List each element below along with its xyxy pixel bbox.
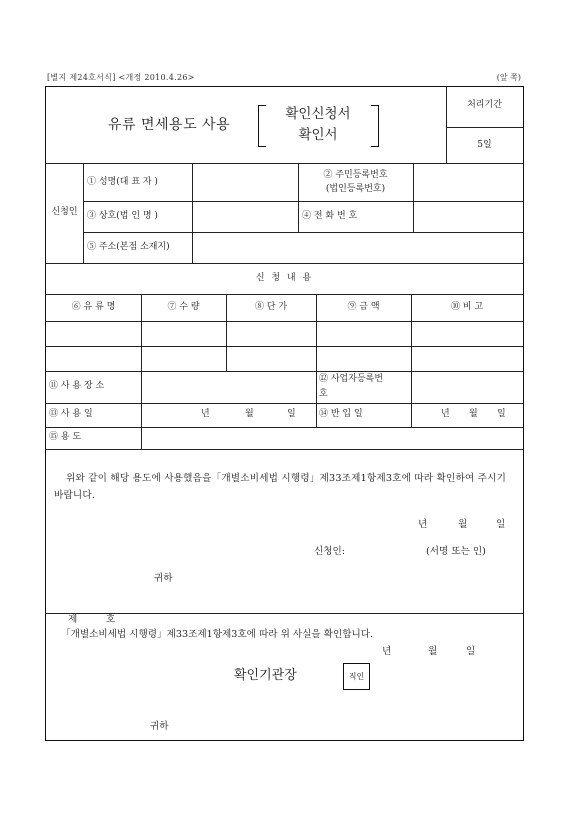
confirming-agency-head: 확인기관장 <box>234 668 297 683</box>
form-title: 유류 면세용도 사용 <box>108 117 231 133</box>
return-date-field[interactable] <box>412 404 523 427</box>
business-number-field[interactable] <box>412 372 523 403</box>
declaration-day: 일 <box>496 519 506 530</box>
bracket-right <box>371 105 379 147</box>
return-date-month: 월 <box>469 409 478 419</box>
application-form <box>45 86 524 741</box>
use-date-year: 년 <box>201 409 210 419</box>
usage-place-field[interactable] <box>142 372 315 403</box>
resident-number-label-line2: (법인등록번호) <box>325 184 386 194</box>
return-date-year: 년 <box>441 409 450 419</box>
confirmation-number-suffix: 호 <box>106 614 116 625</box>
request-row-1[interactable] <box>46 322 523 346</box>
address-field[interactable] <box>193 233 523 263</box>
processing-period-label: 처리기간 <box>467 100 502 110</box>
phone-label: ④ 전 화 번 호 <box>302 211 358 221</box>
official-seal-label: 직인 <box>348 672 365 681</box>
processing-period-value: 5일 <box>477 140 492 150</box>
company-name-field[interactable] <box>193 202 297 232</box>
column-amount: ⑨ 금 액 <box>347 302 380 312</box>
purpose-field[interactable] <box>142 428 523 449</box>
request-section-label: 신 청 내 용 <box>255 273 314 283</box>
confirmation-addressee: 귀하 <box>150 721 169 732</box>
company-name-label: ③ 상호(법 인 명 ) <box>87 211 158 221</box>
confirmation-year: 년 <box>382 646 392 657</box>
column-unit-price: ⑧ 단 가 <box>254 302 288 312</box>
purpose-label: ⑮ 용 도 <box>49 432 82 442</box>
declaration-addressee: 귀하 <box>154 573 173 584</box>
form-subtitle-confirmation: 확인서 <box>298 127 338 143</box>
usage-place-label: ⑪ 사 용 장 소 <box>49 381 105 391</box>
name-field[interactable] <box>193 164 297 201</box>
column-quantity: ⑦ 수 량 <box>167 302 200 312</box>
return-date-day: 일 <box>497 409 506 419</box>
applicant-signature-label: 신청인: <box>314 546 346 557</box>
signature-or-seal-note: (서명 또는 인) <box>426 546 486 557</box>
confirmation-month: 월 <box>428 646 438 657</box>
name-label: ① 성명(대 표 자 ) <box>87 177 158 187</box>
form-subtitle-request: 확인신청서 <box>285 106 351 122</box>
declaration-month: 월 <box>458 519 468 530</box>
applicant-section-label: 신청인 <box>51 207 78 217</box>
return-date-label: ⑭ 반 입 일 <box>319 409 363 419</box>
column-remarks: ⑩ 비 고 <box>450 302 484 312</box>
resident-number-label-line1: ② 주민등록번호 <box>323 170 388 180</box>
declaration-year: 년 <box>418 519 428 530</box>
use-date-label: ⑬ 사 용 일 <box>49 409 93 419</box>
applicant-signature-field[interactable] <box>354 542 426 560</box>
form-reference: [별지 제24호서식] <개정 2010.4.26> <box>47 73 195 82</box>
phone-field[interactable] <box>414 202 523 232</box>
use-date-month: 월 <box>245 409 254 419</box>
resident-number-field[interactable] <box>414 164 523 201</box>
request-row-2[interactable] <box>46 347 523 371</box>
use-date-day: 일 <box>287 409 296 419</box>
confirmation-day: 일 <box>466 646 476 657</box>
page-side-note: (앞 쪽) <box>496 73 521 82</box>
official-seal-box <box>343 663 370 690</box>
form-header <box>47 72 525 86</box>
bracket-left <box>258 105 266 147</box>
address-label: ⑤ 주소(본점 소재지) <box>87 242 170 252</box>
confirmation-text: 「개별소비세법 시행령」제33조제1항제3호에 따라 위 사실을 확인합니다. <box>61 629 374 640</box>
business-number-label-line1: ⑫ 사업자등록번 <box>319 374 384 384</box>
column-oil-type: ⑥ 유 류 명 <box>71 302 116 312</box>
confirmation-number-prefix: 제 <box>68 614 78 625</box>
business-number-label-line2: 호 <box>319 389 328 399</box>
declaration-text: 위와 같이 해당 용도에 사용했음을「개별소비세법 시행령」제33조제1항제3호에 따라 확인하여 주시기 바랍니다. <box>54 473 507 501</box>
